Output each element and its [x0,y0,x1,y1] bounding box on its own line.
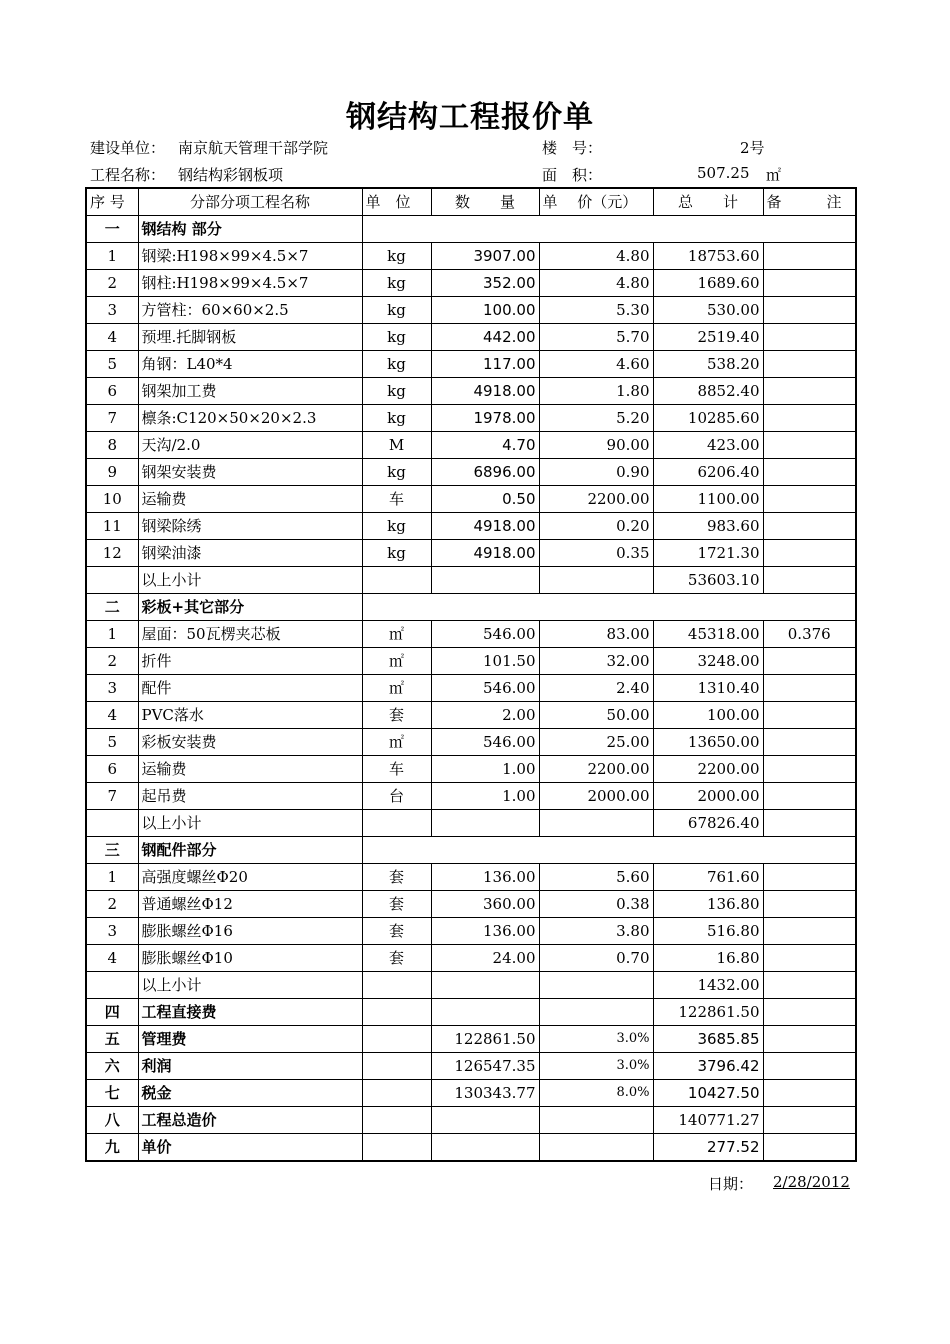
item-note [763,783,856,810]
item-note: 0.376 [763,621,856,648]
summary-base: 126547.35 [431,1053,539,1080]
row-number: 2 [86,648,138,675]
item-total: 516.80 [653,918,763,945]
item-note [763,864,856,891]
subtotal-blank [763,810,856,837]
item-total: 10285.60 [653,405,763,432]
item-unit: 套 [362,891,431,918]
section-blank [362,594,856,621]
item-note [763,486,856,513]
item-unit-price: 5.70 [539,324,653,351]
item-quantity: 546.00 [431,621,539,648]
item-unit: 台 [362,783,431,810]
item-name: 钢梁油漆 [138,540,362,567]
row-number: 7 [86,405,138,432]
item-unit: 套 [362,864,431,891]
item-quantity: 100.00 [431,297,539,324]
item-name: 天沟/2.0 [138,432,362,459]
summary-number: 八 [86,1107,138,1134]
summary-number: 九 [86,1134,138,1162]
client-value: 南京航天管理干部学院 [178,139,329,157]
item-note [763,675,856,702]
section-header-row [86,837,856,864]
row-number: 3 [86,918,138,945]
client-label: 建设单位： [90,139,166,157]
item-note [763,918,856,945]
item-unit: kg [362,324,431,351]
summary-total: 140771.27 [653,1107,763,1134]
item-name: 普通螺丝Φ12 [138,891,362,918]
item-name: 运输费 [138,756,362,783]
column-header: 总 计 [653,188,763,216]
section-header-row [86,216,856,243]
row-number: 3 [86,297,138,324]
row-number: 6 [86,756,138,783]
subtotal-blank [362,972,431,999]
item-unit: kg [362,297,431,324]
item-quantity: 4.70 [431,432,539,459]
subtotal-label: 以上小计 [138,567,362,594]
subtotal-blank [431,567,539,594]
item-name: 起吊费 [138,783,362,810]
item-note [763,945,856,972]
subtotal-blank [539,567,653,594]
subtotal-blank [86,972,138,999]
item-quantity: 1.00 [431,783,539,810]
item-unit-price: 2200.00 [539,756,653,783]
summary-name: 税金 [138,1080,362,1107]
date-value: 2/28/2012 [773,1173,850,1191]
item-name: 膨胀螺丝Φ16 [138,918,362,945]
item-quantity: 117.00 [431,351,539,378]
item-name: 彩板安装费 [138,729,362,756]
item-quantity: 24.00 [431,945,539,972]
subtotal-blank [431,972,539,999]
item-name: 角钢：L40*4 [138,351,362,378]
summary-rate [539,999,653,1026]
item-quantity: 0.50 [431,486,539,513]
table-row [86,729,856,756]
building-value: 2号 [740,139,765,157]
item-note [763,513,856,540]
summary-name: 工程总造价 [138,1107,362,1134]
summary-row [86,1080,856,1107]
item-unit: ㎡ [362,621,431,648]
item-unit: 套 [362,918,431,945]
subtotal-blank [431,810,539,837]
item-total: 1100.00 [653,486,763,513]
section-name: 彩板+其它部分 [138,594,362,621]
item-unit-price: 2.40 [539,675,653,702]
row-number: 1 [86,243,138,270]
summary-base [431,1107,539,1134]
item-unit-price: 2000.00 [539,783,653,810]
header-row [86,188,856,216]
table-row [86,891,856,918]
subtotal-value: 67826.40 [653,810,763,837]
item-name: 配件 [138,675,362,702]
summary-blank [763,1026,856,1053]
summary-blank [763,1053,856,1080]
row-number: 10 [86,486,138,513]
summary-base [431,1134,539,1162]
subtotal-blank [539,972,653,999]
row-number: 4 [86,945,138,972]
row-number: 2 [86,891,138,918]
row-number: 11 [86,513,138,540]
item-note [763,405,856,432]
table-row [86,864,856,891]
item-note [763,432,856,459]
item-unit-price: 50.00 [539,702,653,729]
summary-blank [362,1080,431,1107]
building-label: 楼 号： [542,139,603,157]
item-unit: kg [362,243,431,270]
summary-blank [362,1053,431,1080]
item-quantity: 1.00 [431,756,539,783]
row-number: 1 [86,621,138,648]
table-row [86,513,856,540]
subtotal-blank [86,567,138,594]
date-label: 日期： [708,1175,754,1193]
table-row [86,351,856,378]
item-total: 1721.30 [653,540,763,567]
area-unit: ㎡ [766,166,782,184]
summary-base: 130343.77 [431,1080,539,1107]
item-name: 方管柱：60×60×2.5 [138,297,362,324]
item-unit: 车 [362,486,431,513]
item-total: 2000.00 [653,783,763,810]
summary-blank [362,1107,431,1134]
item-unit: ㎡ [362,729,431,756]
summary-blank [763,1080,856,1107]
item-unit-price: 1.80 [539,378,653,405]
item-name: 钢架加工费 [138,378,362,405]
item-total: 45318.00 [653,621,763,648]
table-row [86,945,856,972]
item-note [763,756,856,783]
item-name: 高强度螺丝Φ20 [138,864,362,891]
subtotal-blank [86,810,138,837]
summary-total: 3796.42 [653,1053,763,1080]
item-unit-price: 5.20 [539,405,653,432]
item-note [763,729,856,756]
summary-number: 五 [86,1026,138,1053]
item-quantity: 4918.00 [431,540,539,567]
section-blank [362,216,856,243]
table-row [86,702,856,729]
item-unit-price: 4.80 [539,270,653,297]
item-total: 2519.40 [653,324,763,351]
item-total: 1310.40 [653,675,763,702]
table-row [86,675,856,702]
subtotal-row [86,810,856,837]
item-total: 530.00 [653,297,763,324]
summary-total: 277.52 [653,1134,763,1162]
summary-rate [539,1107,653,1134]
item-note [763,648,856,675]
item-unit: kg [362,378,431,405]
item-name: 膨胀螺丝Φ10 [138,945,362,972]
item-note [763,351,856,378]
summary-blank [362,1134,431,1162]
row-number: 9 [86,459,138,486]
item-name: 屋面：50瓦楞夹芯板 [138,621,362,648]
item-unit-price: 4.80 [539,243,653,270]
summary-name: 管理费 [138,1026,362,1053]
subtotal-row [86,567,856,594]
item-unit: 车 [362,756,431,783]
item-total: 136.80 [653,891,763,918]
subtotal-label: 以上小计 [138,810,362,837]
summary-row [86,1134,856,1162]
summary-name: 单价 [138,1134,362,1162]
section-name: 钢结构 部分 [138,216,362,243]
item-unit: kg [362,405,431,432]
item-quantity: 4918.00 [431,513,539,540]
row-number: 5 [86,729,138,756]
item-total: 423.00 [653,432,763,459]
summary-total: 3685.85 [653,1026,763,1053]
item-total: 6206.40 [653,459,763,486]
item-unit-price: 0.38 [539,891,653,918]
item-unit: kg [362,540,431,567]
item-note [763,459,856,486]
item-unit: kg [362,513,431,540]
item-total: 983.60 [653,513,763,540]
table-row [86,324,856,351]
summary-blank [763,1134,856,1162]
item-unit-price: 83.00 [539,621,653,648]
table-row [86,783,856,810]
item-quantity: 546.00 [431,729,539,756]
item-unit: ㎡ [362,648,431,675]
row-number: 1 [86,864,138,891]
summary-rate: 3.0% [539,1026,653,1053]
row-number: 8 [86,432,138,459]
item-unit-price: 90.00 [539,432,653,459]
item-name: 檩条:C120×50×20×2.3 [138,405,362,432]
item-total: 538.20 [653,351,763,378]
column-header: 单 位 [362,188,431,216]
quotation-table [85,187,857,1162]
item-name: 钢柱:H198×99×4.5×7 [138,270,362,297]
row-number: 4 [86,324,138,351]
subtotal-blank [539,810,653,837]
item-unit-price: 5.30 [539,297,653,324]
item-unit-price: 2200.00 [539,486,653,513]
summary-number: 六 [86,1053,138,1080]
item-unit-price: 0.20 [539,513,653,540]
project-label: 工程名称： [90,166,166,184]
item-name: 运输费 [138,486,362,513]
item-quantity: 3907.00 [431,243,539,270]
item-unit-price: 0.90 [539,459,653,486]
table-row [86,459,856,486]
item-unit: 套 [362,945,431,972]
item-quantity: 442.00 [431,324,539,351]
table-row [86,297,856,324]
item-name: 钢梁:H198×99×4.5×7 [138,243,362,270]
column-header: 数 量 [431,188,539,216]
item-quantity: 6896.00 [431,459,539,486]
summary-blank [362,1026,431,1053]
column-header: 序 号 [86,188,138,216]
table-row [86,432,856,459]
item-quantity: 136.00 [431,918,539,945]
subtotal-label: 以上小计 [138,972,362,999]
table-body [86,188,856,1161]
subtotal-blank [763,972,856,999]
item-quantity: 546.00 [431,675,539,702]
row-number: 2 [86,270,138,297]
item-quantity: 4918.00 [431,378,539,405]
column-header: 单 价（元） [539,188,653,216]
summary-total: 10427.50 [653,1080,763,1107]
item-quantity: 136.00 [431,864,539,891]
item-name: 预埋.托脚钢板 [138,324,362,351]
item-total: 13650.00 [653,729,763,756]
summary-row [86,1107,856,1134]
item-unit-price: 32.00 [539,648,653,675]
item-unit-price: 3.80 [539,918,653,945]
section-number: 一 [86,216,138,243]
item-total: 8852.40 [653,378,763,405]
section-blank [362,837,856,864]
item-note [763,243,856,270]
item-unit-price: 4.60 [539,351,653,378]
row-number: 4 [86,702,138,729]
subtotal-value: 53603.10 [653,567,763,594]
section-header-row [86,594,856,621]
item-total: 761.60 [653,864,763,891]
section-number: 三 [86,837,138,864]
summary-row [86,1026,856,1053]
item-name: PVC落水 [138,702,362,729]
item-name: 钢梁除绣 [138,513,362,540]
table-row [86,405,856,432]
item-quantity: 352.00 [431,270,539,297]
item-unit: M [362,432,431,459]
item-quantity: 360.00 [431,891,539,918]
item-total: 18753.60 [653,243,763,270]
table-row [86,540,856,567]
summary-blank [362,999,431,1026]
item-total: 2200.00 [653,756,763,783]
item-unit: kg [362,270,431,297]
item-note [763,378,856,405]
table-row [86,486,856,513]
area-value: 507.25 [697,164,750,182]
summary-blank [763,999,856,1026]
item-note [763,891,856,918]
table-row [86,378,856,405]
item-unit-price: 25.00 [539,729,653,756]
column-header: 分部分项工程名称 [138,188,362,216]
project-value: 钢结构彩钢板项 [178,166,284,184]
table-row [86,918,856,945]
subtotal-blank [362,810,431,837]
item-note [763,324,856,351]
section-number: 二 [86,594,138,621]
item-unit-price: 0.35 [539,540,653,567]
item-note [763,297,856,324]
summary-row [86,999,856,1026]
item-unit: kg [362,351,431,378]
summary-number: 七 [86,1080,138,1107]
summary-name: 工程直接费 [138,999,362,1026]
table-row [86,270,856,297]
item-total: 16.80 [653,945,763,972]
column-header: 备 注 [763,188,856,216]
item-total: 1689.60 [653,270,763,297]
table-row [86,756,856,783]
item-note [763,702,856,729]
row-number: 6 [86,378,138,405]
item-unit-price: 0.70 [539,945,653,972]
item-quantity: 101.50 [431,648,539,675]
subtotal-blank [362,567,431,594]
summary-row [86,1053,856,1080]
item-name: 折件 [138,648,362,675]
summary-rate: 8.0% [539,1080,653,1107]
table-row [86,243,856,270]
subtotal-row [86,972,856,999]
item-unit: ㎡ [362,675,431,702]
summary-rate: 3.0% [539,1053,653,1080]
row-number: 12 [86,540,138,567]
summary-base [431,999,539,1026]
row-number: 3 [86,675,138,702]
item-name: 钢架安装费 [138,459,362,486]
summary-name: 利润 [138,1053,362,1080]
item-total: 100.00 [653,702,763,729]
table-row [86,621,856,648]
summary-base: 122861.50 [431,1026,539,1053]
page-title: 钢结构工程报价单 [346,100,594,135]
item-unit-price: 5.60 [539,864,653,891]
item-quantity: 1978.00 [431,405,539,432]
summary-rate [539,1134,653,1162]
item-unit: kg [362,459,431,486]
table-row [86,648,856,675]
item-unit: 套 [362,702,431,729]
item-total: 3248.00 [653,648,763,675]
item-note [763,540,856,567]
item-note [763,270,856,297]
summary-blank [763,1107,856,1134]
subtotal-blank [763,567,856,594]
row-number: 7 [86,783,138,810]
area-label: 面 积： [542,166,603,184]
section-name: 钢配件部分 [138,837,362,864]
item-quantity: 2.00 [431,702,539,729]
row-number: 5 [86,351,138,378]
summary-number: 四 [86,999,138,1026]
subtotal-value: 1432.00 [653,972,763,999]
summary-total: 122861.50 [653,999,763,1026]
